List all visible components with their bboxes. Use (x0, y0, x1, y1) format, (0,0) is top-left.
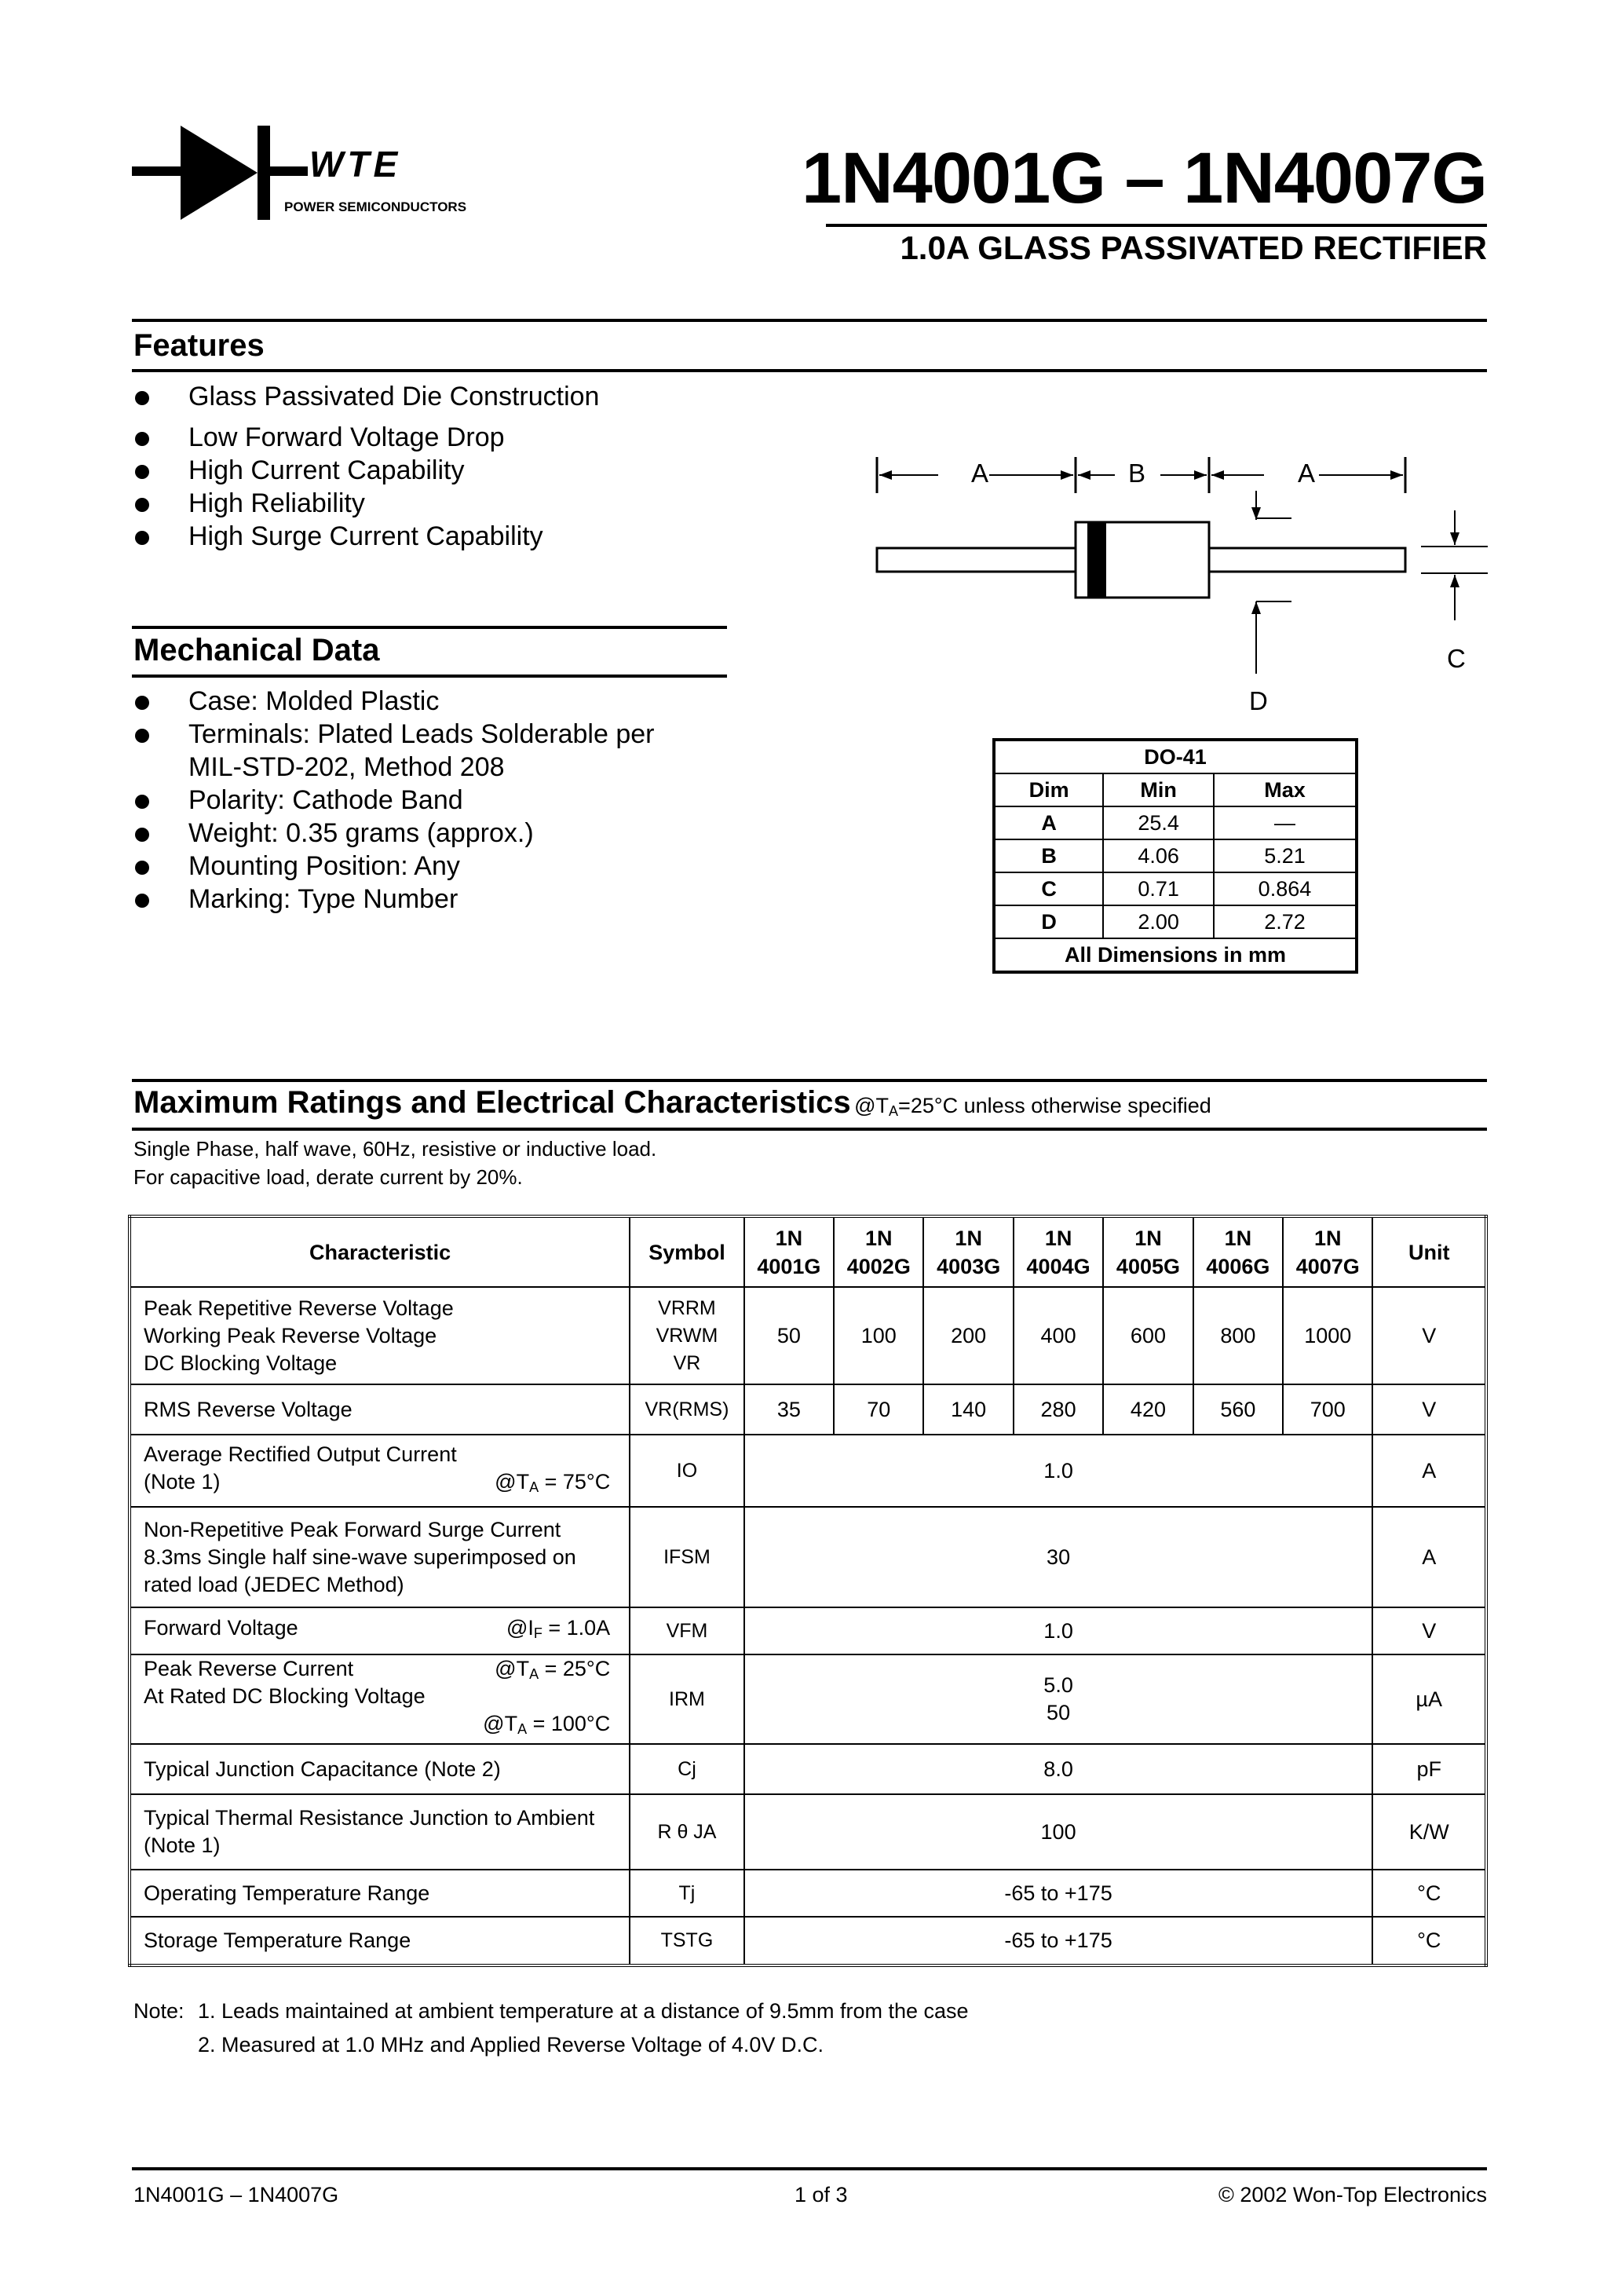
features-list (132, 380, 599, 553)
table-cell: — (1214, 806, 1357, 839)
note-1: 1. Leads maintained at ambient temperature at a distance of 9.5mm from the case (198, 1999, 969, 2023)
characteristic-cell: Peak Repetitive Reverse Voltage Working Peak Reverse Voltage DC Blocking Voltage (130, 1287, 630, 1384)
table-cell: 0.71 (1103, 872, 1214, 905)
logo-tagline: POWER SEMICONDUCTORS (284, 199, 467, 214)
table-cell: 2.72 (1214, 905, 1357, 938)
dim-label-a-left: A (971, 459, 989, 488)
company-logo (132, 126, 493, 220)
table-header: Dim (994, 773, 1103, 806)
dim-label-d: D (1249, 686, 1268, 715)
unit-cell: K/W (1372, 1794, 1486, 1870)
list-item: Weight: 0.35 grams (approx.) (132, 817, 654, 850)
list-item: Terminals: Plated Leads Solderable per (132, 718, 654, 751)
list-item: Mounting Position: Any (132, 850, 654, 883)
table-row (130, 1384, 1486, 1435)
table-row (994, 839, 1357, 872)
characteristic-cell: Peak Reverse Current $@T_A = 25^\circ C$ At Rated DC Blocking Voltage $@T_A = 100^\circ C$ (130, 1654, 630, 1744)
symbol-cell: VRRM VRWM VR (630, 1287, 744, 1384)
table-header: Max (1214, 773, 1357, 806)
page-subtitle: 1.0A GLASS PASSIVATED RECTIFIER (900, 229, 1487, 266)
col-part: 1N 4003G (923, 1216, 1013, 1287)
table-row (994, 872, 1357, 905)
mechanical-bottom-rule (132, 675, 727, 678)
characteristic-cell: RMS Reverse Voltage (130, 1384, 630, 1435)
page-title: 1N4001G – 1N4007G (802, 138, 1487, 218)
table-row (130, 1654, 1486, 1744)
symbol-cell: VFM (630, 1607, 744, 1654)
dim-label-a-right: A (1298, 459, 1316, 488)
table-cell: B (994, 839, 1103, 872)
footer-left: 1N4001G – 1N4007G (133, 2183, 339, 2206)
features-heading: Features (133, 328, 265, 363)
list-item: Low Forward Voltage Drop (132, 421, 599, 454)
cond-suffix: =25°C unless otherwise specified (898, 1094, 1211, 1117)
col-part: 1N 4005G (1103, 1216, 1193, 1287)
value-cell: 100 (834, 1287, 923, 1384)
table-row (130, 1287, 1486, 1384)
value-cell: 400 (1014, 1287, 1103, 1384)
list-item: Marking: Type Number (132, 883, 654, 916)
mechanical-heading: Mechanical Data (133, 633, 380, 667)
value-cell: 1000 (1283, 1287, 1372, 1384)
value-cell: 70 (834, 1384, 923, 1435)
table-row (130, 1744, 1486, 1794)
unit-cell: pF (1372, 1744, 1486, 1794)
package-dimensions-table (992, 738, 1358, 974)
value-cell: 420 (1103, 1384, 1193, 1435)
ratings-table (128, 1215, 1488, 1967)
list-item: Polarity: Cathode Band (132, 784, 654, 817)
table-cell: 4.06 (1103, 839, 1214, 872)
symbol-cell: Cj (630, 1744, 744, 1794)
table-cell: A (994, 806, 1103, 839)
symbol-cell: Tj (630, 1870, 744, 1917)
cond-sub: A (889, 1103, 899, 1119)
table-header-row (130, 1216, 1486, 1287)
symbol-cell: R θ JA (630, 1794, 744, 1870)
value-cell: 560 (1193, 1384, 1283, 1435)
value-cell: 8.0 (744, 1744, 1373, 1794)
ratings-heading-line (133, 1085, 1211, 1121)
col-part: 1N 4001G (744, 1216, 834, 1287)
unit-cell: µA (1372, 1654, 1486, 1744)
col-part: 1N 4004G (1014, 1216, 1103, 1287)
value-cell: 700 (1283, 1384, 1372, 1435)
col-part: 1N 4007G (1283, 1216, 1372, 1287)
symbol-cell: IRM (630, 1654, 744, 1744)
col-unit: Unit (1372, 1216, 1486, 1287)
list-item: Glass Passivated Die Construction (132, 380, 599, 413)
list-item: High Current Capability (132, 454, 599, 487)
title-divider (826, 224, 1487, 227)
mechanical-list (132, 685, 654, 916)
value-cell: 5.0 50 (744, 1654, 1373, 1744)
unit-cell: V (1372, 1287, 1486, 1384)
table-header: Min (1103, 773, 1214, 806)
col-part: 1N 4006G (1193, 1216, 1283, 1287)
unit-cell: °C (1372, 1870, 1486, 1917)
col-characteristic: Characteristic (130, 1216, 630, 1287)
unit-cell: V (1372, 1384, 1486, 1435)
table-row (130, 1435, 1486, 1507)
col-symbol: Symbol (630, 1216, 744, 1287)
table-row (994, 806, 1357, 839)
value-cell: -65 to +175 (744, 1870, 1373, 1917)
characteristic-cell: Operating Temperature Range (130, 1870, 630, 1917)
characteristic-cell: Forward Voltage $@I_F = 1.0A$ (130, 1607, 630, 1654)
ratings-note-2: For capacitive load, derate current by 20%. (133, 1165, 523, 1189)
value-cell: 600 (1103, 1287, 1193, 1384)
value-cell: -65 to +175 (744, 1917, 1373, 1965)
unit-cell: V (1372, 1607, 1486, 1654)
table-row (130, 1870, 1486, 1917)
ratings-heading: Maximum Ratings and Electrical Characteristics (133, 1085, 851, 1120)
characteristic-cell: Average Rectified Output Current (Note 1) $@T_A = 75^\circ C$ (130, 1435, 630, 1507)
footer-rule (132, 2167, 1487, 2170)
note-label: Note: (133, 1999, 184, 2023)
ratings-top-rule (132, 1079, 1487, 1082)
table-row (130, 1507, 1486, 1607)
table-cell: 5.21 (1214, 839, 1357, 872)
characteristic-cell: Storage Temperature Range (130, 1917, 630, 1965)
unit-cell: °C (1372, 1917, 1486, 1965)
symbol-cell: IFSM (630, 1507, 744, 1607)
ratings-note-1: Single Phase, half wave, 60Hz, resistive or inductive load. (133, 1137, 657, 1161)
value-cell: 280 (1014, 1384, 1103, 1435)
characteristic-cell: Typical Thermal Resistance Junction to Ambient (Note 1) (130, 1794, 630, 1870)
dim-label-c: C (1447, 644, 1466, 673)
value-cell: 140 (923, 1384, 1013, 1435)
value-cell: 800 (1193, 1287, 1283, 1384)
table-row (994, 905, 1357, 938)
logo-brand: WTE (309, 144, 402, 185)
value-cell: 100 (744, 1794, 1373, 1870)
list-item: Case: Molded Plastic (132, 685, 654, 718)
table-cell: 2.00 (1103, 905, 1214, 938)
characteristic-cell: Non-Repetitive Peak Forward Surge Current 8.3ms Single half sine-wave superimposed on rated load (JEDEC Method) (130, 1507, 630, 1607)
symbol-cell: TSTG (630, 1917, 744, 1965)
characteristic-cell: Typical Junction Capacitance (Note 2) (130, 1744, 630, 1794)
value-cell: 1.0 (744, 1607, 1373, 1654)
table-cell: 25.4 (1103, 806, 1214, 839)
table-cell: D (994, 905, 1103, 938)
table-row (130, 1917, 1486, 1965)
ratings-bottom-rule (132, 1128, 1487, 1131)
unit-cell: A (1372, 1507, 1486, 1607)
value-cell: 200 (923, 1287, 1013, 1384)
table-row (130, 1607, 1486, 1654)
table-footer: All Dimensions in mm (994, 938, 1357, 972)
cond-prefix: @T (854, 1094, 890, 1117)
symbol-cell: VR(RMS) (630, 1384, 744, 1435)
col-part: 1N 4002G (834, 1216, 923, 1287)
features-top-rule (132, 319, 1487, 322)
table-cell: 0.864 (1214, 872, 1357, 905)
list-item: High Reliability (132, 487, 599, 520)
footer-page-number: 1 of 3 (795, 2183, 848, 2206)
symbol-cell: IO (630, 1435, 744, 1507)
list-item: High Surge Current Capability (132, 520, 599, 553)
package-name: DO-41 (994, 740, 1357, 773)
dim-label-b: B (1128, 459, 1146, 488)
ratings-condition (854, 1094, 1211, 1117)
note-2: 2. Measured at 1.0 MHz and Applied Reverse Voltage of 4.0V D.C. (198, 2033, 824, 2057)
list-item: MIL-STD-202, Method 208 (188, 752, 505, 782)
mechanical-top-rule (132, 626, 727, 629)
footer-copyright: © 2002 Won-Top Electronics (1218, 2183, 1487, 2206)
features-bottom-rule (132, 369, 1487, 372)
value-cell: 50 (744, 1287, 834, 1384)
value-cell: 30 (744, 1507, 1373, 1607)
value-cell: 1.0 (744, 1435, 1373, 1507)
table-row (130, 1794, 1486, 1870)
table-cell: C (994, 872, 1103, 905)
unit-cell: A (1372, 1435, 1486, 1507)
package-outline-diagram (864, 448, 1500, 730)
value-cell: 35 (744, 1384, 834, 1435)
